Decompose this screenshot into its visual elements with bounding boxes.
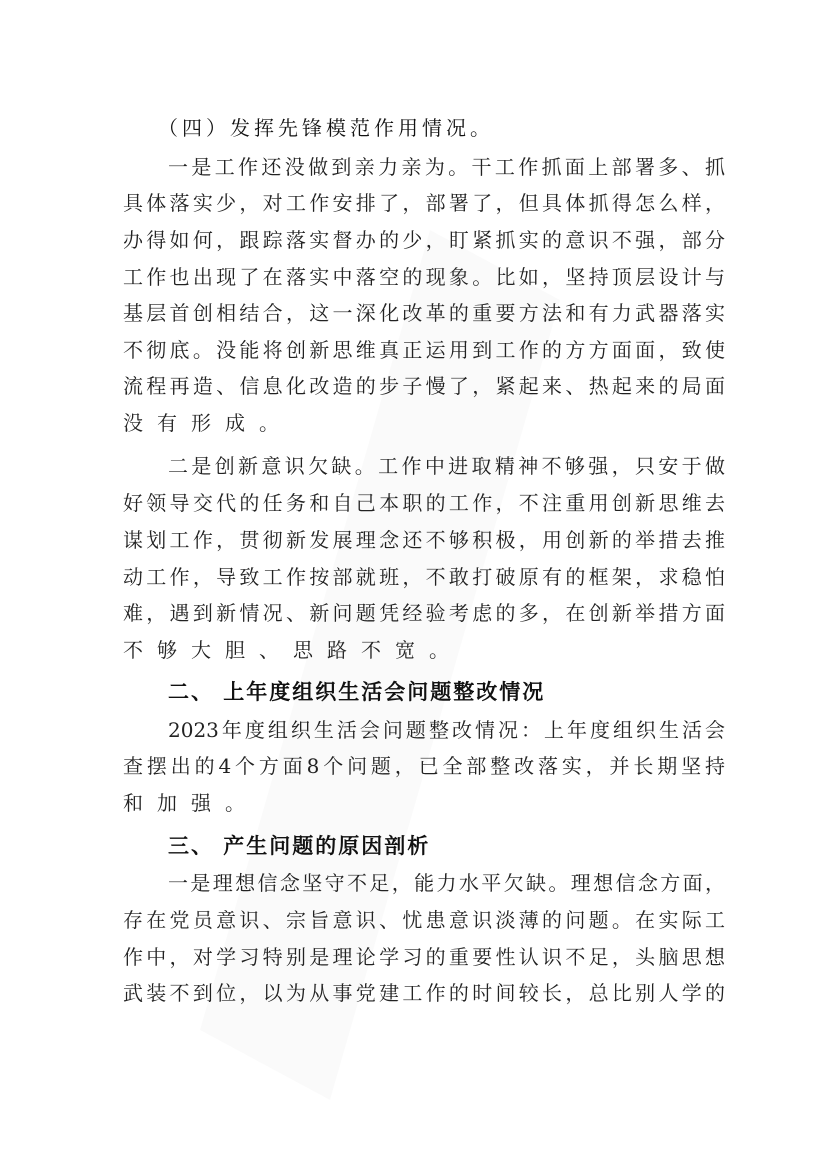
paragraph-line: 武装不到位，以为从事党建工作的时间较长，总比别人学的 — [123, 981, 725, 1005]
paragraph-line: 流程再造、信息化改造的步子慢了，紧起来、热起来的局面 — [123, 374, 725, 398]
paragraph-line: 好领导交代的任务和自己本职的工作，不注重用创新思维去 — [123, 491, 725, 515]
paragraph-line: 和加强。 — [123, 791, 259, 815]
section-heading: 三、 产生问题的原因剖析 — [168, 834, 431, 858]
paragraph-line: 查摆出的4个方面8个问题，已全部整改落实，并长期坚持 — [123, 754, 725, 778]
paragraph-line: 不彻底。没能将创新思维真正运用到工作的方方面面，致使 — [123, 338, 725, 362]
paragraph-line: 办得如何，跟踪落实督办的少，盯紧抓实的意识不强，部分 — [123, 228, 725, 252]
paragraph-line: 难，遇到新情况、新问题凭经验考虑的多，在创新举措方面 — [123, 601, 725, 625]
section-title: （四）发挥先锋模范作用情况。 — [158, 116, 494, 140]
paragraph-line: 谋划工作，贯彻新发展理念还不够积极，用创新的举措去推 — [123, 528, 725, 552]
paragraph-line: 动工作，导致工作按部就班，不敢打破原有的框架，求稳怕 — [123, 565, 725, 589]
paragraph-line: 工作也出现了在落实中落空的现象。比如，坚持顶层设计与 — [123, 265, 725, 289]
paragraph-line: 作中，对学习特别是理论学习的重要性认识不足，头脑思想 — [123, 945, 725, 969]
paragraph-line: 没有形成。 — [123, 411, 293, 435]
paragraph-line: 具体落实少，对工作安排了，部署了，但具体抓得怎么样， — [123, 191, 725, 215]
paragraph-line: 一是工作还没做到亲力亲为。干工作抓面上部署多、抓 — [168, 155, 725, 179]
section-heading: 二、 上年度组织生活会问题整改情况 — [168, 680, 546, 704]
paragraph-line: 不够大胆、思路不宽。 — [123, 638, 463, 662]
paragraph-line: 二是创新意识欠缺。工作中进取精神不够强，只安于做 — [168, 454, 725, 478]
paragraph-line: 2023年度组织生活会问题整改情况：上年度组织生活会 — [168, 718, 725, 742]
paragraph-line: 存在党员意识、宗旨意识、忧患意识淡薄的问题。在实际工 — [123, 908, 725, 932]
paragraph-line: 一是理想信念坚守不足，能力水平欠缺。理想信念方面， — [168, 871, 725, 895]
paragraph-line: 基层首创相结合，这一深化改革的重要方法和有力武器落实 — [123, 301, 725, 325]
